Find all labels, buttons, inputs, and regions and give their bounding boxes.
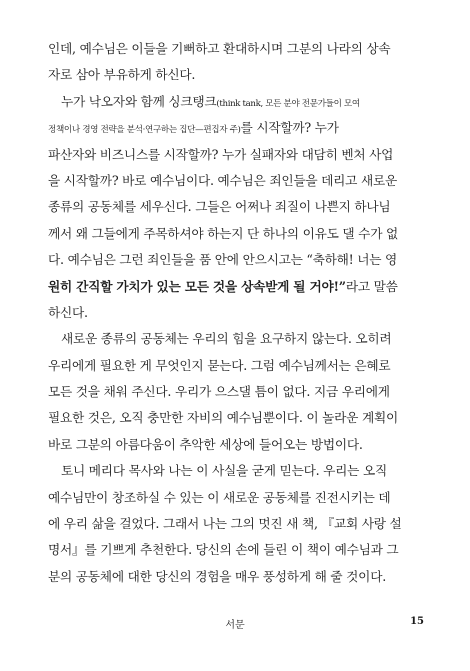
emphasized-quote: 원히 간직할 가치가 있는 모든 것을 상속받게 될 거야!” (48, 278, 346, 294)
paragraph-2-line-1 (48, 89, 420, 115)
paragraph-2-line-8 (48, 274, 420, 300)
editor-note-part-2: 정책이나 경영 전략을 분석·연구하는 집단—편집자 주) (48, 125, 241, 136)
paragraph-2-line-2-main: 를 시작할까? 누가 (240, 120, 339, 136)
paragraph-3-line-4: 필요한 것은, 오직 충만한 자비의 예수님뿐이다. 이 놀라운 계획이 (48, 410, 398, 426)
paragraph-4-line-4: 명서』를 기쁘게 추천한다. 당신의 손에 들린 이 책이 예수님과 그 (48, 542, 399, 558)
paragraph-4-line-1: 토니 메리다 목사와 나는 이 사실을 굳게 믿는다. 우리는 오직 (61, 463, 387, 479)
paragraph-3-line-2: 우리에게 필요한 게 무엇인지 묻는다. 그럼 예수님께서는 은혜로 (48, 357, 391, 373)
footer-section-title: 서문 (225, 620, 245, 631)
paragraph-2-line-7: 다. 예수님은 그런 죄인들을 품 안에 안으시고는 “축하해! 너는 영 (48, 252, 398, 268)
paragraph-4-line-2: 예수님만이 창조하실 수 있는 이 새로운 공동체를 진전시키는 데 (48, 489, 391, 505)
paragraph-4-line-3: 에 우리 삶을 걸었다. 그래서 나는 그의 멋진 새 책, 『교회 사랑 설 (48, 516, 402, 532)
paragraph-2-line-4: 을 시작할까? 바로 예수님이다. 예수님은 죄인들을 데리고 새로운 (48, 172, 397, 188)
paragraph-3-line-3: 모든 것을 채워 주신다. 우리가 으스댈 틈이 없다. 지금 우리에게 (48, 384, 390, 400)
paragraph-4-line-5: 분의 공동체에 대한 당신의 경험을 매우 풍성하게 해 줄 것이다. (48, 568, 386, 584)
paragraph-2-line-5: 종류의 공동체를 세우신다. 그들은 어쩌나 죄질이 나쁜지 하나님 (48, 199, 391, 215)
paragraph-2-line-3: 파산자와 비즈니스를 시작할까? 누가 실패자와 대담히 벤처 사업 (48, 146, 394, 162)
paragraph-2-line-6: 께서 왜 그들에게 주목하셔야 하는지 단 하나의 이유도 댈 수가 없 (48, 225, 398, 241)
paragraph-3-line-1: 새로운 종류의 공동체는 우리의 힘을 요구하지 않는다. 오히려 (61, 331, 392, 347)
editor-note-part-1: (think tank, 모든 분야 전문가들이 모여 (216, 98, 360, 109)
paragraph-2-line-2 (48, 115, 420, 141)
paragraph-2-line-8-tail: 라고 말씀 (345, 278, 398, 294)
page-number: 15 (410, 616, 424, 627)
body-text (48, 36, 420, 590)
paragraph-3-line-5: 바로 그분의 아름다움이 추악한 세상에 들어오는 방법이다. (48, 436, 363, 452)
paragraph-1-line-2: 자로 삼아 부유하게 하신다. (48, 67, 196, 83)
paragraph-2-line-1-main: 누가 낙오자와 함께 싱크탱크 (61, 93, 217, 109)
paragraph-2-line-9: 하신다. (48, 304, 88, 320)
paragraph-1-line-1: 인데, 예수님은 이들을 기뻐하고 환대하시며 그분의 나라의 상속 (48, 41, 391, 56)
